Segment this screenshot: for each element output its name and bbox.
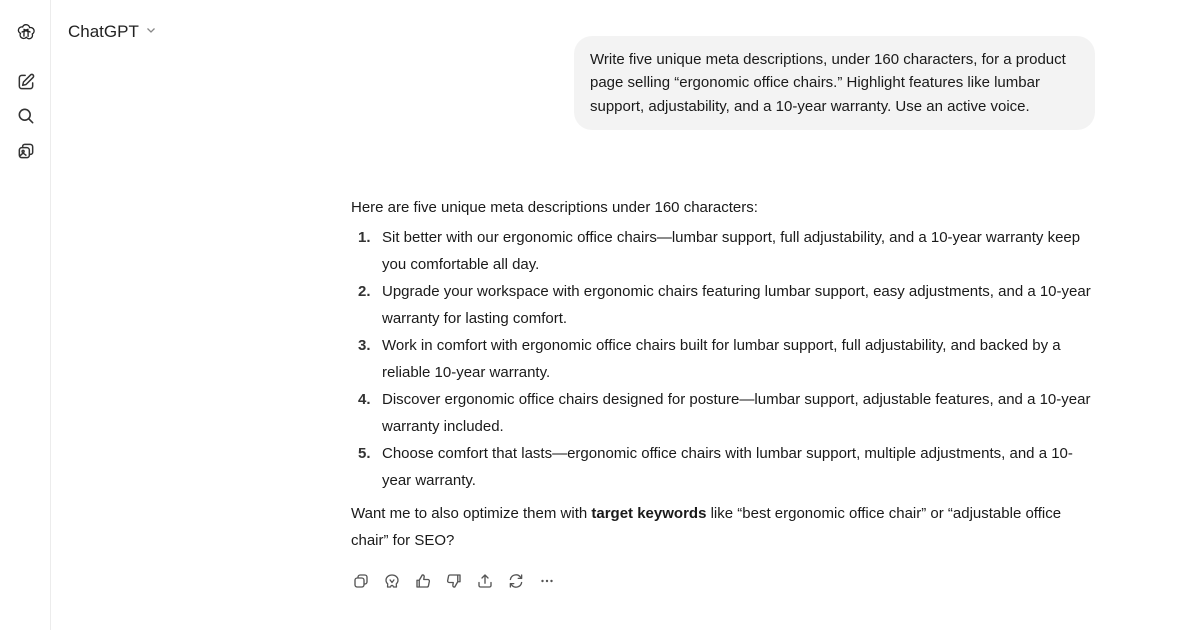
assistant-outro: Want me to also optimize them with target keywords like “best ergonomic office chair” or “adjustable office chair” for SEO? — [351, 505, 1062, 549]
model-selector[interactable] — [68, 22, 157, 42]
openai-logo-icon[interactable] — [15, 21, 37, 43]
share-button[interactable] — [475, 571, 495, 591]
thumbs-up-icon — [414, 572, 432, 590]
list-item: 5. Choose comfort that lasts—ergonomic office chairs with lumbar support, multiple adjustments, and a 10-year warranty. — [358, 445, 1073, 489]
copy-icon — [352, 572, 370, 590]
assistant-message — [351, 196, 1101, 554]
list-item: 3. Work in comfort with ergonomic office chairs built for lumbar support, full adjustability, and backed by a reliable 10-year warranty. — [358, 337, 1061, 381]
list-item: 4. Discover ergonomic office chairs designed for posture—lumbar support, adjustable features, and a 10-year warranty included. — [358, 391, 1091, 435]
sidebar-rail — [0, 0, 51, 630]
thumbs-up-button[interactable] — [413, 571, 433, 591]
model-label: ChatGPT — [68, 22, 139, 41]
images-icon[interactable] — [15, 140, 37, 162]
meta-description-list — [351, 224, 1101, 494]
assistant-intro: Here are five unique meta descriptions under 160 characters: — [351, 199, 758, 216]
more-icon — [538, 572, 556, 590]
regenerate-button[interactable] — [506, 571, 526, 591]
message-actions — [351, 571, 557, 591]
copy-button[interactable] — [351, 571, 371, 591]
more-button[interactable] — [537, 571, 557, 591]
canvas-button[interactable] — [382, 571, 402, 591]
list-item: 1. Sit better with our ergonomic office chairs—lumbar support, full adjustability, and a 10-year warranty keep you comfortable all day. — [358, 229, 1081, 273]
search-icon[interactable] — [15, 105, 37, 127]
keyword-emphasis: target keywords — [591, 505, 707, 522]
brain-icon — [383, 572, 401, 590]
edit-icon[interactable] — [15, 71, 37, 93]
user-message — [574, 36, 1095, 130]
list-item: 2. Upgrade your workspace with ergonomic chairs featuring lumbar support, easy adjustments, and a 10-year warranty for lasting comfort. — [358, 283, 1091, 327]
user-message-text: Write five unique meta descriptions, under 160 characters, for a product page selling “ergonomic office chairs.” Highlight features like lumbar support, adjustability, and a 10-year warranty. Use an active voice. — [590, 51, 1066, 115]
thumbs-down-button[interactable] — [444, 571, 464, 591]
chevron-down-icon — [145, 23, 157, 41]
thumbs-down-icon — [445, 572, 463, 590]
refresh-icon — [507, 572, 525, 590]
share-icon — [476, 572, 494, 590]
